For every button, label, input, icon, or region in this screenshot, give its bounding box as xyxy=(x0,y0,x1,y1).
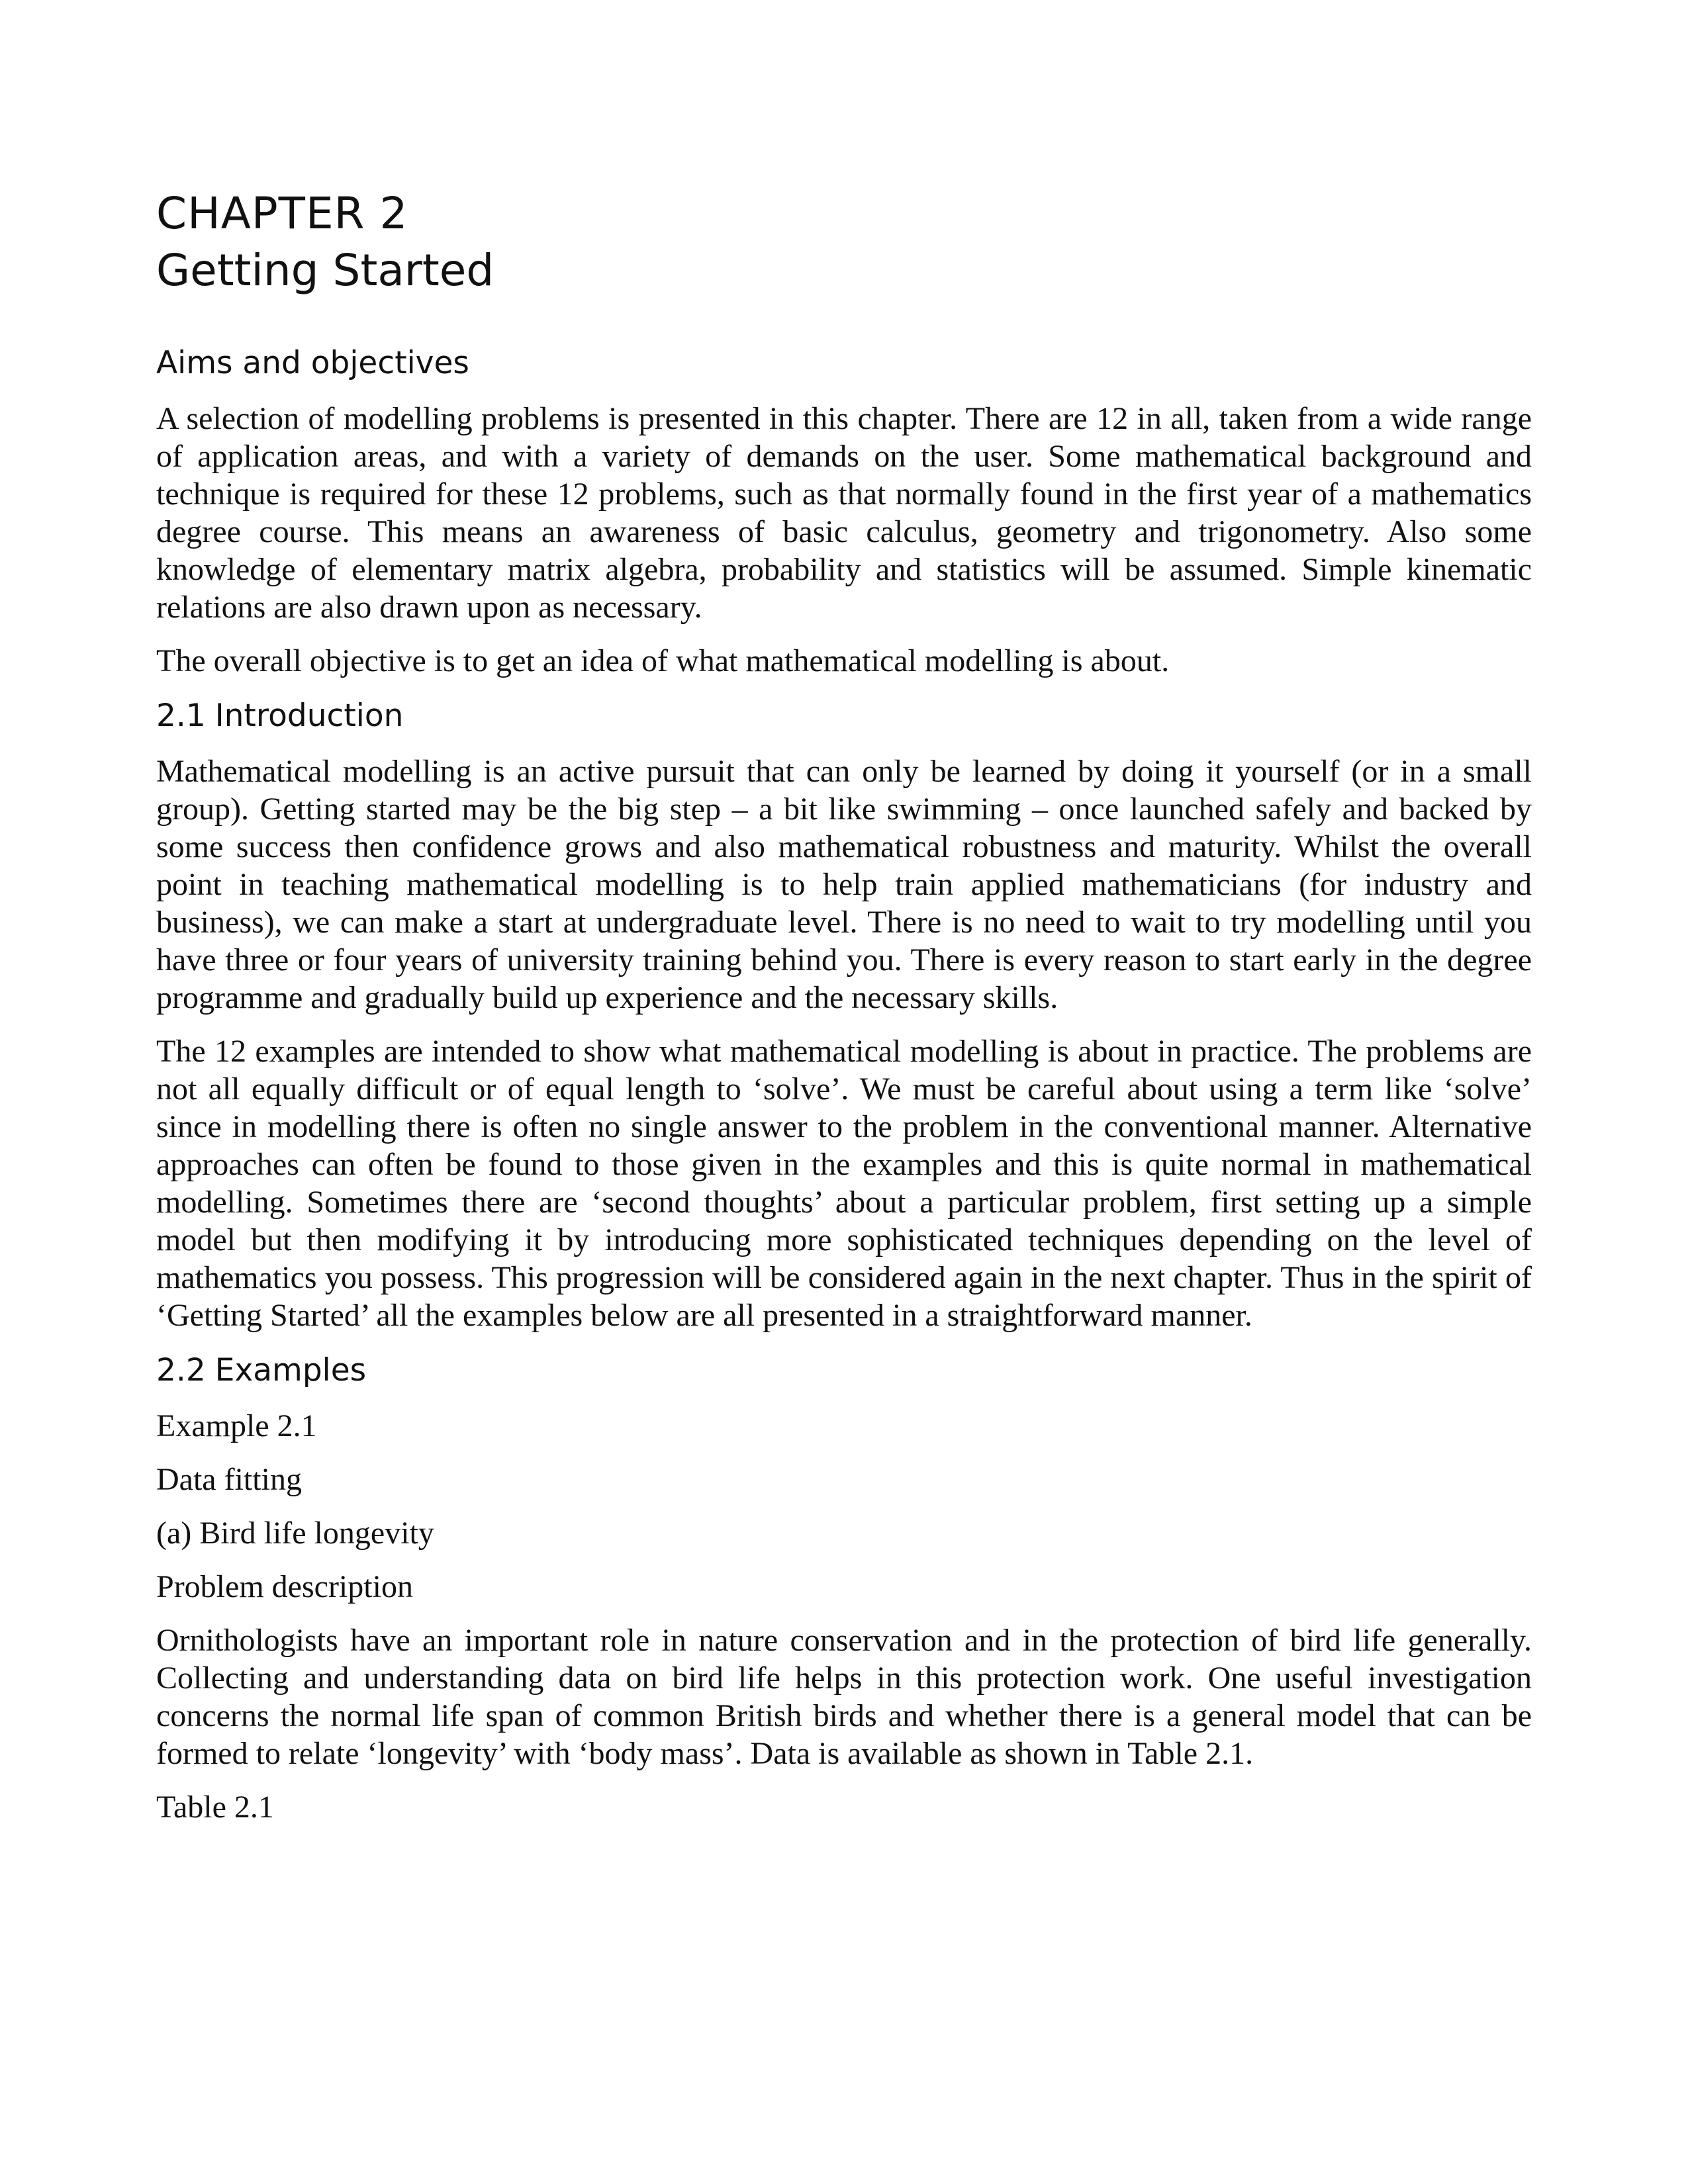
example-label: Example 2.1 xyxy=(156,1408,317,1443)
introduction-title: Introduction xyxy=(214,698,404,734)
example-topic: Data fitting xyxy=(156,1462,302,1497)
aims-objective-paragraph: The overall objective is to get an idea of what mathematical modelling is about. xyxy=(156,643,1170,678)
introduction-paragraph: Mathematical modelling is an active pursuit that can only be learned by doing it yourself (or in a small group). Getting started may be the big step – a bit like swimming – once launched safely and backed by some success then confidence grows and also mathematical robustness and maturity. Whilst the overall point in teaching mathematical modelling is to help train applied mathematicians (for industry and business), we can make a start at undergraduate level. There is no need to wait to try modelling until you have three or four years of university training behind you. There is every reason to start early in the degree programme and gradually build up experience and the necessary skills. xyxy=(156,754,1532,1015)
introduction-heading xyxy=(156,696,1532,737)
problem-description-paragraph: Ornithologists have an important role in nature conservation and in the protection of bird life generally. Collecting and understanding data on bird life helps in this protection work. One useful investigation concerns the normal life span of common British birds and whether there is a general model that can be formed to relate ‘longevity’ with ‘body mass’. Data is available as shown in Table 2.1. xyxy=(156,1623,1532,1771)
aims-paragraph: A selection of modelling problems is presented in this chapter. There are 12 in all, taken from a wide range of application areas, and with a variety of demands on the user. Some mathematical background and technique is required for these 12 problems, such as that normally found in the first year of a mathematics degree course. This means an awareness of basic calculus, geometry and trigonometry. Also some knowledge of elementary matrix algebra, probability and statistics will be assumed. Simple kinematic relations are also drawn upon as necessary. xyxy=(156,401,1532,625)
document-page xyxy=(156,185,1532,1842)
introduction-number: 2.1 xyxy=(156,698,206,734)
examples-heading xyxy=(156,1350,1532,1391)
chapter-title: Getting Started xyxy=(156,245,494,296)
introduction-paragraph: The 12 examples are intended to show what mathematical modelling is about in practice. The problems are not all equally difficult or of equal length to ‘solve’. We must be careful about using a term like ‘solve’ since in modelling there is often no single answer to the problem in the conventional manner. Alternative approaches can often be found to those given in the examples and this is quite normal in mathematical modelling. Sometimes there are ‘second thoughts’ about a particular problem, first setting up a simple model but then modifying it by introducing more sophisticated techniques depending on the level of mathematics you possess. This progression will be considered again in the next chapter. Thus in the spirit of ‘Getting Started’ all the examples below are all presented in a straightforward manner. xyxy=(156,1034,1532,1333)
examples-number: 2.2 xyxy=(156,1352,206,1388)
problem-description-heading: Problem description xyxy=(156,1569,413,1604)
chapter-label: CHAPTER 2 xyxy=(156,188,408,239)
examples-title: Examples xyxy=(214,1352,367,1388)
aims-heading: Aims and objectives xyxy=(156,345,469,381)
example-subtopic: (a) Bird life longevity xyxy=(156,1516,434,1551)
table-label: Table 2.1 xyxy=(156,1790,274,1825)
